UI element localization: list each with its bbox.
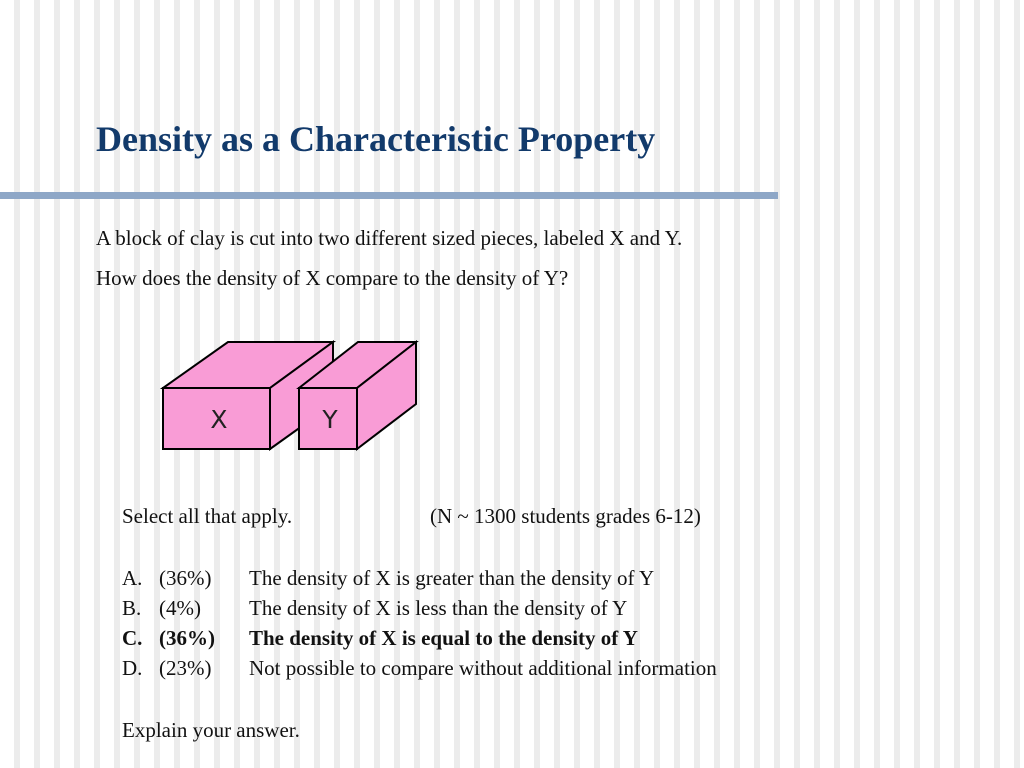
option-percent: (36%) bbox=[159, 626, 215, 650]
block-y-label: Y bbox=[322, 405, 338, 434]
option-letter: C. bbox=[122, 626, 143, 650]
instruction-text: Select all that apply. bbox=[122, 504, 293, 528]
option-text: The density of X is greater than the density of Y bbox=[249, 566, 655, 590]
option-percent: (4%) bbox=[159, 596, 201, 620]
option-letter: B. bbox=[122, 596, 142, 620]
block-x-label: X bbox=[210, 405, 228, 434]
option-letter: A. bbox=[122, 566, 143, 590]
explain-prompt: Explain your answer. bbox=[122, 718, 300, 742]
clay-blocks-figure bbox=[160, 338, 420, 454]
sample-size-note: (N ~ 1300 students grades 6-12) bbox=[430, 504, 701, 528]
option-text: The density of X is less than the density of Y bbox=[249, 596, 628, 620]
question-line-1: A block of clay is cut into two different sized pieces, labeled X and Y. bbox=[96, 226, 683, 250]
question-line-2: How does the density of X compare to the density of Y? bbox=[96, 266, 569, 290]
option-text: The density of X is equal to the density of Y bbox=[249, 626, 638, 650]
option-text: Not possible to compare without additional information bbox=[249, 656, 717, 680]
option-percent: (36%) bbox=[159, 566, 212, 590]
option-letter: D. bbox=[122, 656, 143, 680]
slide-title: Density as a Characteristic Property bbox=[96, 119, 656, 159]
option-percent: (23%) bbox=[159, 656, 212, 680]
instruction-row bbox=[122, 504, 701, 529]
title-divider bbox=[0, 192, 778, 199]
